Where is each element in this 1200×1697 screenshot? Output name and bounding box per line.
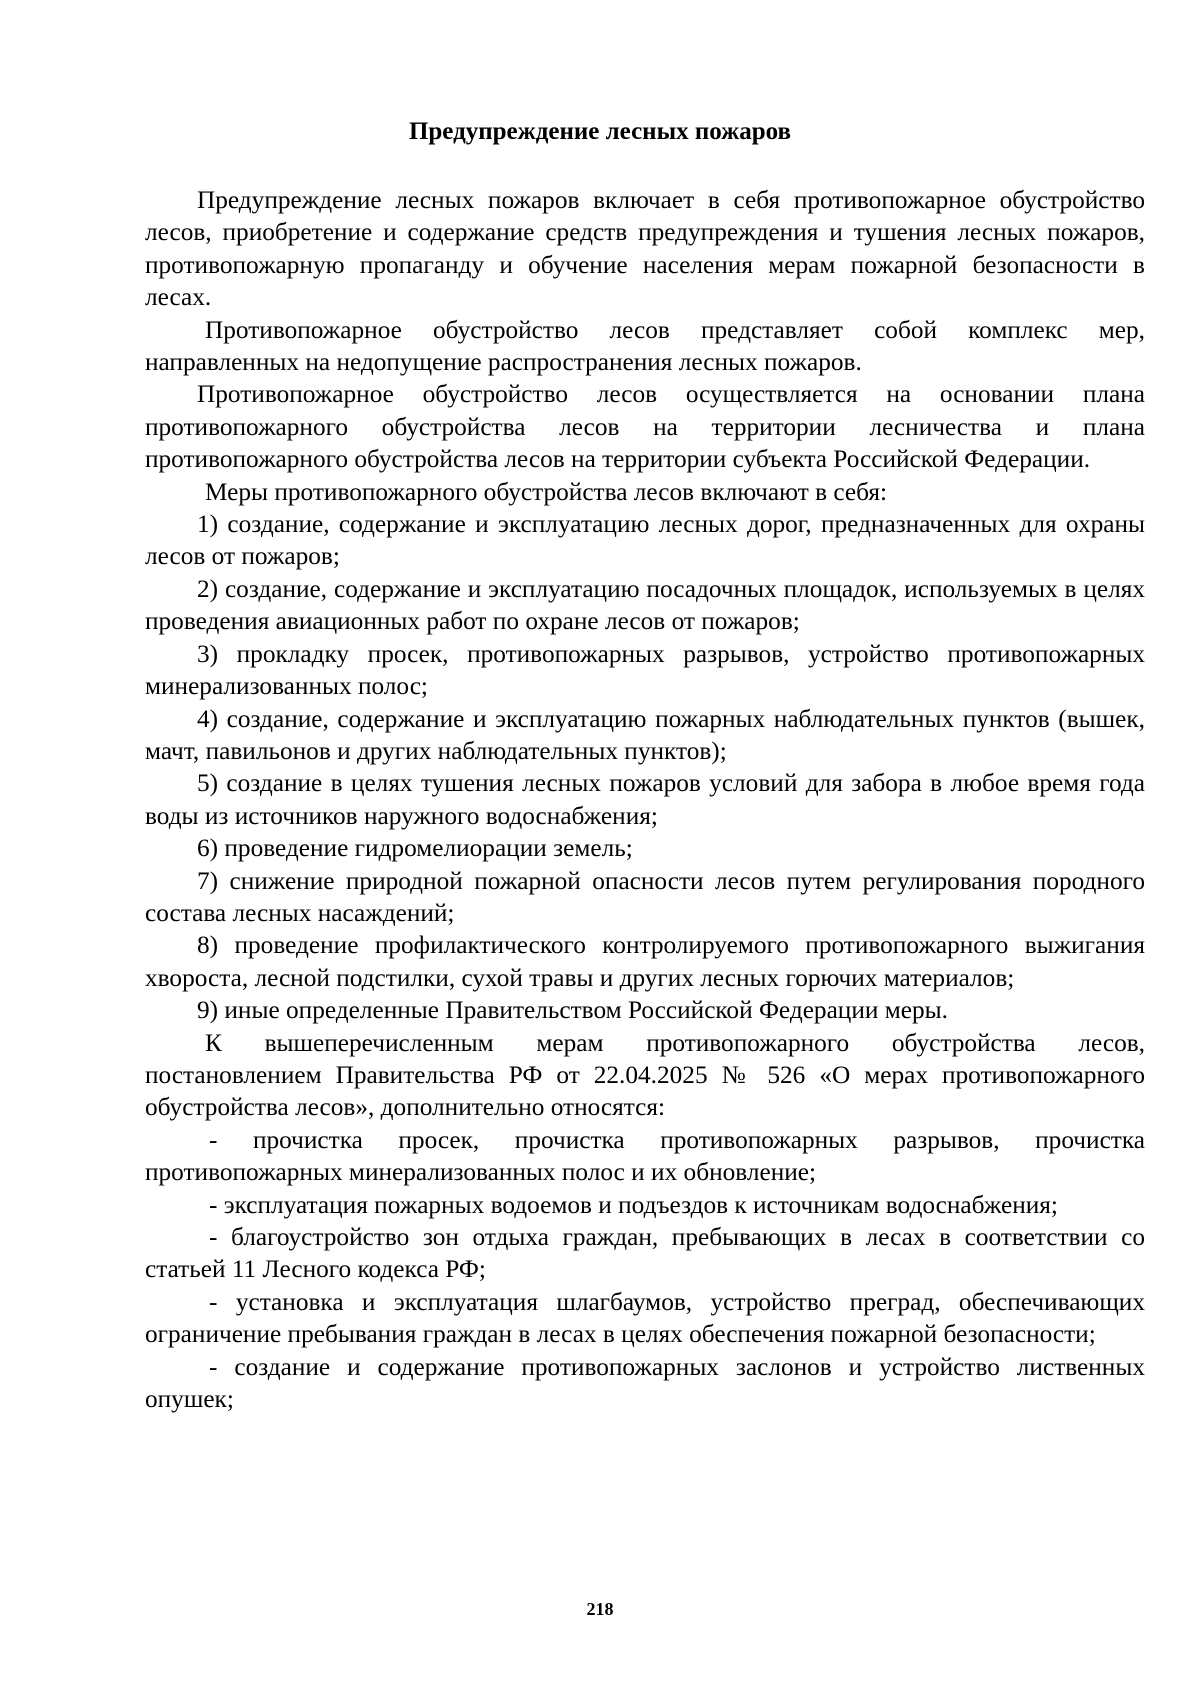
page-title: Предупреждение лесных пожаров <box>408 118 792 145</box>
additional-item-1: - прочистка просек, прочистка противопожарных разрывов, прочистка противопожарных минерализованных полос и их обновление; <box>145 1125 1145 1187</box>
paragraph-additional-intro: К вышеперечисленным мерам противопожарного обустройства лесов, постановлением Правительства РФ от 22.04.2025 № 526 «О мерах противопожарного обустройства лесов», дополнительно относятся: <box>145 1028 1145 1122</box>
measure-item-1: 1) создание, содержание и эксплуатацию лесных дорог, предназначенных для охраны лесов от пожаров; <box>145 510 1145 571</box>
additional-item-5: - создание и содержание противопожарных заслонов и устройство лиственных опушек; <box>145 1352 1145 1414</box>
measure-item-2: 2) создание, содержание и эксплуатацию посадочных площадок, используемых в целях проведения авиационных работ по охране лесов от пожаров; <box>145 574 1145 636</box>
measure-item-7: 7) снижение природной пожарной опасности лесов путем регулирования породного состава лесных насаждений; <box>145 866 1145 927</box>
page-number: 218 <box>586 1599 614 1619</box>
measure-item-9: 9) иные определенные Правительством Российской Федерации меры. <box>197 996 948 1025</box>
measure-item-8: 8) проведение профилактического контролируемого противопожарного выжигания хвороста, лесной подстилки, сухой травы и других лесных горючих материалов; <box>145 931 1145 992</box>
additional-item-3: - благоустройство зон отдыха граждан, пребывающих в лесах в соответствии со статьей 11 Лесного кодекса РФ; <box>145 1223 1145 1284</box>
paragraph-definition: Противопожарное обустройство лесов представляет собой комплекс мер, направленных на недопущение распространения лесных пожаров. <box>145 315 1145 377</box>
measure-item-3: 3) прокладку просек, противопожарных разрывов, устройство противопожарных минерализованных полос; <box>145 639 1145 701</box>
additional-item-4: - установка и эксплуатация шлагбаумов, устройство преград, обеспечивающих ограничение пребывания граждан в лесах в целях обеспечения пожарной безопасности; <box>145 1287 1145 1349</box>
paragraph-measures-intro: Меры противопожарного обустройства лесов включают в себя: <box>205 477 888 506</box>
additional-item-2: - эксплуатация пожарных водоемов и подъездов к источникам водоснабжения; <box>209 1190 1058 1219</box>
paragraph-intro: Предупреждение лесных пожаров включает в себя противопожарное обустройство лесов, приобретение и содержание средств предупреждения и тушения лесных пожаров, противопожарную пропаганду и обучение населения мерам пожарной безопасности в лесах. <box>145 186 1145 312</box>
measure-item-5: 5) создание в целях тушения лесных пожаров условий для забора в любое время года воды из источников наружного водоснабжения; <box>145 769 1145 830</box>
document-body <box>145 184 1145 1415</box>
measure-item-6: 6) проведение гидромелиорации земель; <box>197 834 633 863</box>
paragraph-basis: Противопожарное обустройство лесов осуществляется на основании плана противопожарного обустройства лесов на территории лесничества и плана противопожарного обустройства лесов на территории субъекта Российской Федерации. <box>145 380 1145 474</box>
measure-item-4: 4) создание, содержание и эксплуатацию пожарных наблюдательных пунктов (вышек, мачт, павильонов и других наблюдательных пунктов); <box>145 704 1145 765</box>
